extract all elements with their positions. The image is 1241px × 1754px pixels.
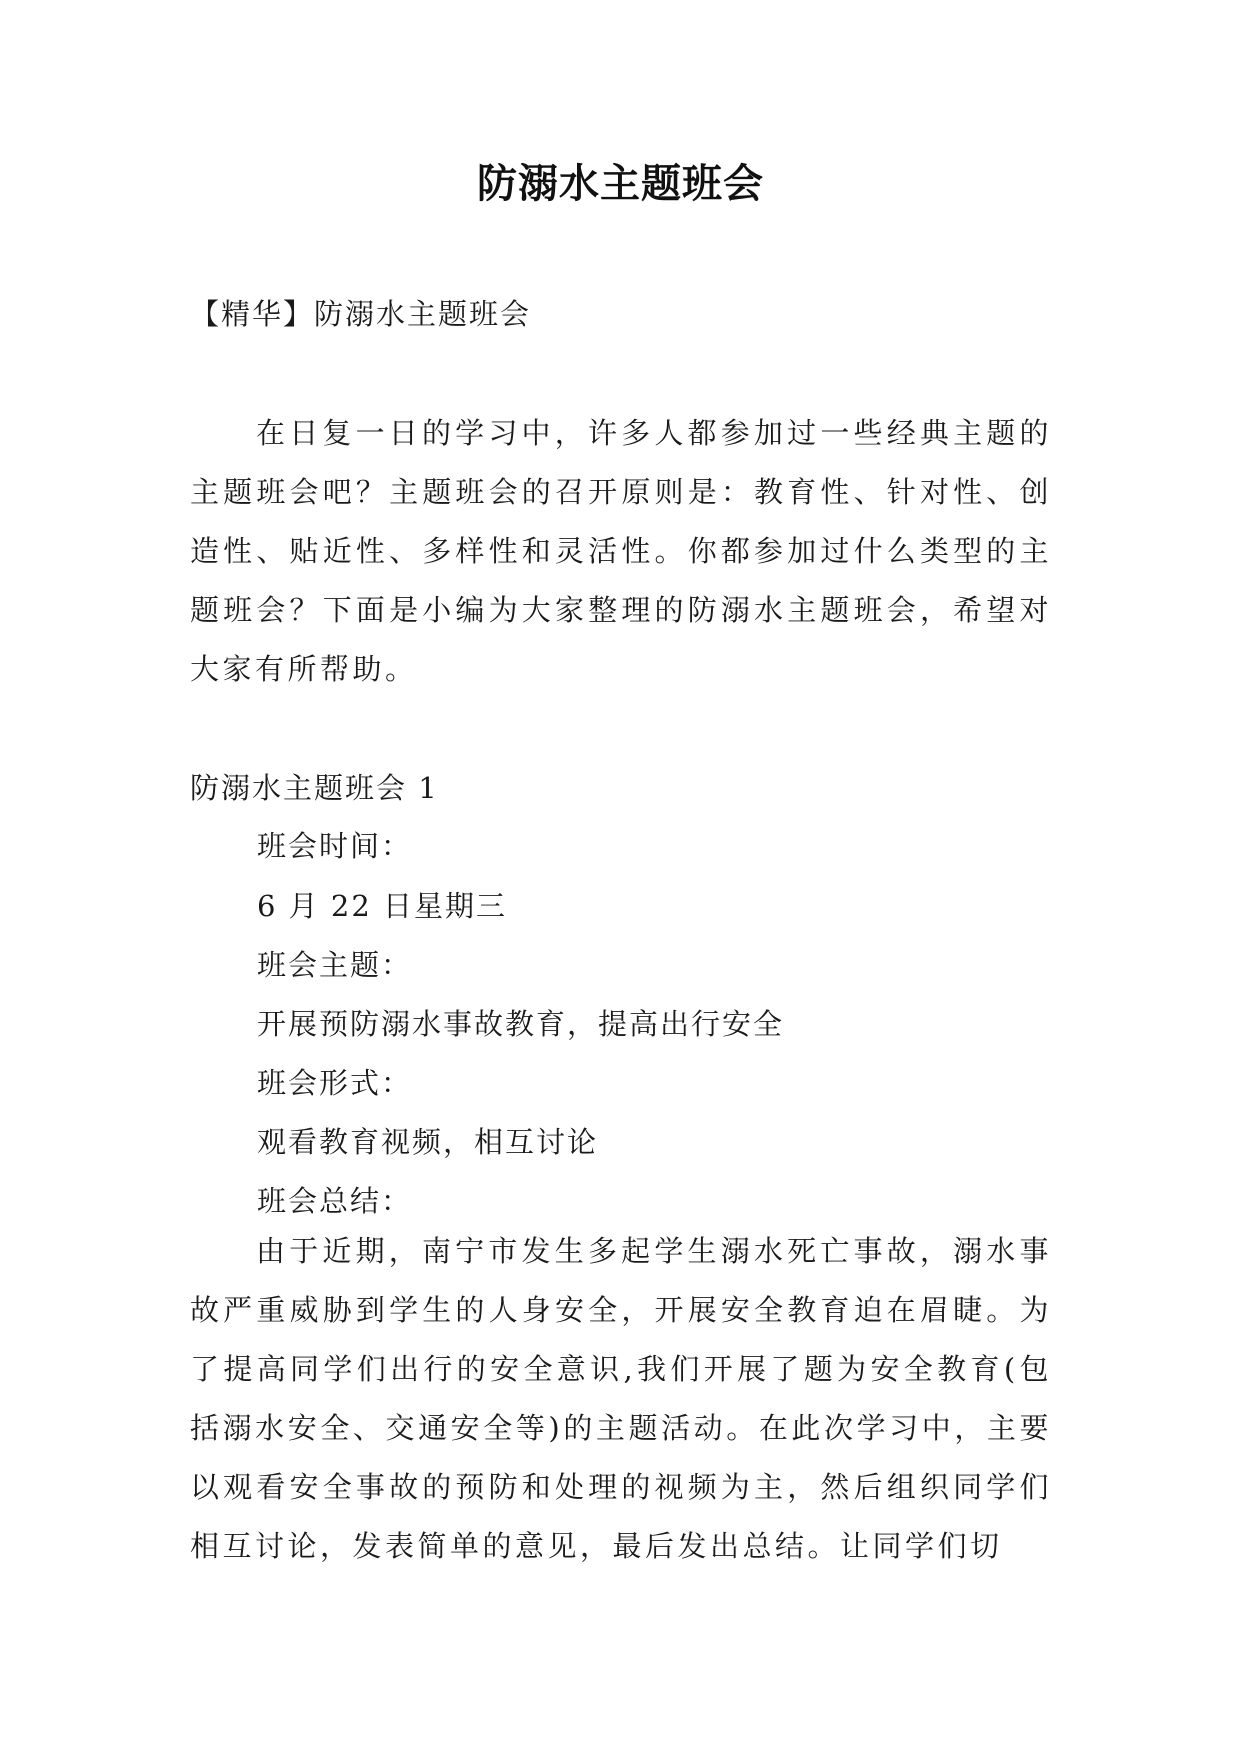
- document-subtitle: 【精华】防溺水主题班会: [190, 297, 532, 331]
- meeting-time-value: 6 月 22 日星期三: [257, 889, 508, 923]
- meeting-theme-value: 开展预防溺水事故教育，提高出行安全: [257, 1007, 785, 1041]
- document-title: 防溺水主题班会: [477, 160, 764, 207]
- meeting-summary-label: 班会总结：: [257, 1184, 413, 1218]
- meeting-format-value: 观看教育视频，相互讨论: [257, 1125, 599, 1159]
- meeting-time-label: 班会时间：: [257, 829, 413, 863]
- summary-paragraph: 由于近期，南宁市发生多起学生溺水死亡事故，溺水事故严重威胁到学生的人身安全，开展安全教育迫在眉睫。为了提高同学们出行的安全意识,我们开展了题为安全教育(包括溺水安全、交通安全等)的主题活动。在此次学习中，主要以观看安全事故的预防和处理的视频为主，然后组织同学们相互讨论，发表简单的意见，最后发出总结。让同学们切: [190, 1234, 1052, 1563]
- meeting-theme-label: 班会主题：: [257, 948, 413, 982]
- intro-paragraph: 在日复一日的学习中，许多人都参加过一些经典主题的主题班会吧？主题班会的召开原则是：教育性、针对性、创造性、贴近性、多样性和灵活性。你都参加过什么类型的主题班会？下面是小编为大家整理的防溺水主题班会，希望对大家有所帮助。: [190, 416, 1052, 686]
- section-heading: 防溺水主题班会 1: [190, 771, 439, 805]
- meeting-format-label: 班会形式：: [257, 1066, 413, 1100]
